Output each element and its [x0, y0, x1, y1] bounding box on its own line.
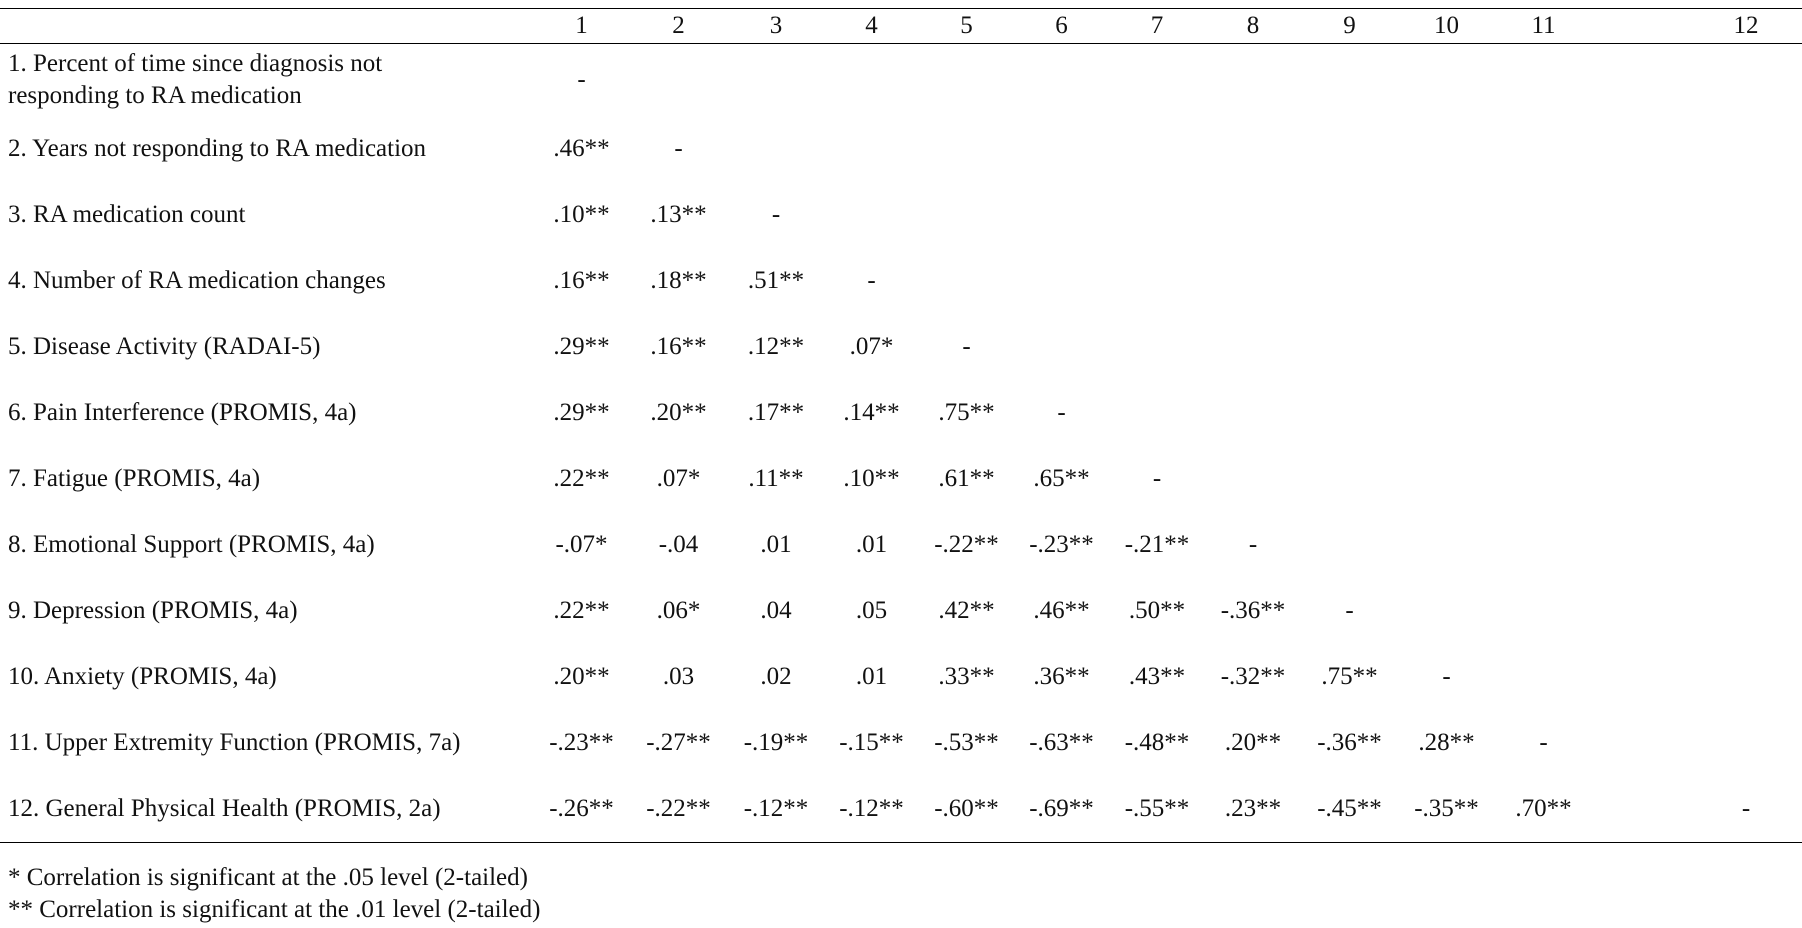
correlation-cell: -.48**	[1124, 729, 1190, 756]
empty-cell	[1495, 644, 1592, 710]
correlation-cell: -.35**	[1398, 776, 1495, 843]
empty-cell	[1014, 44, 1109, 117]
correlation-cell: .29**	[553, 399, 610, 426]
empty-cell	[1592, 512, 1802, 578]
correlation-cell: -.04	[658, 531, 699, 558]
footnote-significance-05: * Correlation is significant at the .05 level (2-tailed)	[8, 864, 528, 891]
correlation-cell: -	[1152, 465, 1162, 492]
correlation-cell: -	[577, 66, 586, 93]
empty-cell	[1398, 116, 1495, 182]
correlation-cell: -.45**	[1301, 776, 1398, 843]
correlation-cell: .20**	[1224, 729, 1282, 756]
correlation-cell: .51**	[747, 267, 805, 294]
empty-cell	[1592, 710, 1802, 776]
correlation-cell: -.26**	[534, 776, 629, 843]
empty-cell	[1495, 446, 1592, 512]
correlation-cell: .07*	[849, 333, 894, 360]
correlation-cell: .06*	[656, 597, 701, 624]
table-row	[0, 116, 1802, 182]
header-corner	[0, 9, 534, 44]
correlation-cell: .18**	[650, 267, 707, 294]
correlation-cell: -.22**	[934, 531, 999, 558]
correlation-cell: .01	[855, 531, 888, 558]
column-header: 5	[919, 9, 1014, 44]
empty-cell	[1495, 578, 1592, 644]
correlation-cell: -	[1442, 663, 1451, 690]
row-label: 1. Percent of time since diagnosis not responding to RA medication	[8, 50, 383, 109]
empty-cell	[1205, 248, 1301, 314]
correlation-cell: .16**	[650, 333, 707, 360]
correlation-cell: .01	[760, 531, 792, 558]
row-label: 10. Anxiety (PROMIS, 4a)	[8, 663, 277, 690]
row-label: 3. RA medication count	[8, 201, 246, 228]
empty-cell	[1592, 182, 1802, 248]
correlation-cell: .65**	[1033, 465, 1090, 492]
correlation-cell: .11**	[748, 465, 804, 492]
correlation-cell: .13**	[650, 201, 707, 228]
correlation-cell: -	[1057, 399, 1066, 426]
correlation-cell: .07*	[656, 465, 701, 492]
column-header: 2	[629, 9, 728, 44]
empty-cell	[919, 116, 1014, 182]
table-row	[0, 512, 1802, 578]
empty-cell	[1592, 644, 1802, 710]
empty-cell	[1398, 578, 1495, 644]
correlation-cell: .10**	[553, 201, 610, 228]
table-row	[0, 182, 1802, 248]
correlation-cell: -.23**	[1029, 531, 1094, 558]
empty-cell	[1205, 380, 1301, 446]
empty-cell	[1301, 314, 1398, 380]
empty-cell	[1398, 512, 1495, 578]
correlation-cell: .02	[760, 663, 792, 690]
empty-cell	[1398, 44, 1495, 117]
column-header: 3	[728, 9, 824, 44]
empty-cell	[1109, 248, 1205, 314]
empty-cell	[1109, 116, 1205, 182]
row-label: 9. Depression (PROMIS, 4a)	[8, 597, 298, 624]
correlation-cell: .17**	[747, 399, 805, 426]
table-row	[0, 380, 1802, 446]
correlation-cell: .46**	[1033, 597, 1090, 624]
empty-cell	[1014, 116, 1109, 182]
table-row	[0, 644, 1802, 710]
empty-cell	[1398, 182, 1495, 248]
table-row	[0, 446, 1802, 512]
correlation-cell: .04	[760, 597, 792, 624]
empty-cell	[1495, 248, 1592, 314]
empty-cell	[1014, 248, 1109, 314]
empty-cell	[1495, 44, 1592, 117]
correlation-cell: -.12**	[824, 776, 919, 843]
row-label: 2. Years not responding to RA medication	[8, 135, 427, 162]
empty-cell	[1301, 116, 1398, 182]
row-label: 6. Pain Interference (PROMIS, 4a)	[8, 399, 357, 426]
correlation-cell: -.63**	[1029, 729, 1094, 756]
empty-cell	[1205, 182, 1301, 248]
empty-cell	[824, 116, 919, 182]
correlation-cell: .50**	[1128, 597, 1186, 624]
correlation-cell: -.22**	[629, 776, 728, 843]
correlation-cell: -.69**	[1014, 776, 1109, 843]
row-label: 7. Fatigue (PROMIS, 4a)	[8, 465, 261, 492]
correlation-cell: -.36**	[1220, 597, 1286, 624]
table-row	[0, 710, 1802, 776]
table-row	[0, 248, 1802, 314]
column-header: 8	[1205, 9, 1301, 44]
empty-cell	[728, 44, 824, 117]
correlation-cell: -.19**	[743, 729, 809, 756]
correlation-cell: .01	[855, 663, 888, 690]
column-header: 11	[1495, 9, 1592, 44]
row-label: 4. Number of RA medication changes	[8, 267, 386, 294]
correlation-cell: -.36**	[1317, 729, 1382, 756]
correlation-cell: -	[1592, 776, 1802, 843]
table-row	[0, 776, 1802, 843]
header-row	[0, 9, 1802, 44]
correlation-cell: .05	[855, 597, 888, 624]
correlation-cell: .36**	[1033, 663, 1090, 690]
correlation-cell: -	[771, 201, 781, 228]
table-row	[0, 314, 1802, 380]
correlation-cell: .43**	[1128, 663, 1186, 690]
column-header: 7	[1109, 9, 1205, 44]
empty-cell	[1495, 512, 1592, 578]
column-header: 9	[1301, 9, 1398, 44]
empty-cell	[1109, 314, 1205, 380]
correlation-cell: .29**	[553, 333, 610, 360]
empty-cell	[1398, 380, 1495, 446]
empty-cell	[1301, 248, 1398, 314]
correlation-cell: .14**	[843, 399, 900, 426]
footnote-significance-01: ** Correlation is significant at the .01 level (2-tailed)	[8, 896, 541, 923]
correlation-cell: .33**	[938, 663, 995, 690]
column-header: 4	[824, 9, 919, 44]
empty-cell	[1301, 446, 1398, 512]
correlation-cell: .22**	[553, 465, 610, 492]
table-body	[0, 44, 1802, 843]
correlation-cell: -.23**	[549, 729, 614, 756]
correlation-cell: .46**	[553, 135, 610, 162]
correlation-cell: -	[1539, 729, 1548, 756]
correlation-cell: -	[1345, 597, 1354, 624]
empty-cell	[1592, 314, 1802, 380]
empty-cell	[1301, 44, 1398, 117]
correlation-cell: -.12**	[728, 776, 824, 843]
correlation-cell: -.55**	[1109, 776, 1205, 843]
correlation-cell: -.53**	[934, 729, 999, 756]
empty-cell	[1109, 182, 1205, 248]
empty-cell	[1495, 314, 1592, 380]
empty-cell	[1301, 182, 1398, 248]
correlation-cell: -.60**	[919, 776, 1014, 843]
correlation-table	[0, 8, 1802, 843]
empty-cell	[1205, 446, 1301, 512]
correlation-cell: -.32**	[1220, 663, 1286, 690]
correlation-cell: -.15**	[839, 729, 904, 756]
correlation-cell: .75**	[938, 399, 995, 426]
row-label: 11. Upper Extremity Function (PROMIS, 7a)	[8, 729, 461, 756]
correlation-cell: .61**	[938, 465, 995, 492]
correlation-cell: .16**	[553, 267, 610, 294]
empty-cell	[1301, 380, 1398, 446]
empty-cell	[1398, 446, 1495, 512]
correlation-cell: .12**	[747, 333, 805, 360]
empty-cell	[728, 116, 824, 182]
empty-cell	[1592, 578, 1802, 644]
empty-cell	[1205, 116, 1301, 182]
row-label: 5. Disease Activity (RADAI-5)	[8, 333, 321, 360]
correlation-cell: .10**	[843, 465, 900, 492]
correlation-cell: -.27**	[646, 729, 711, 756]
column-header: 12	[1592, 9, 1802, 44]
empty-cell	[1014, 182, 1109, 248]
correlation-cell: -.21**	[1124, 531, 1190, 558]
empty-cell	[1495, 182, 1592, 248]
empty-cell	[1592, 248, 1802, 314]
correlation-cell: .75**	[1321, 663, 1378, 690]
empty-cell	[1495, 380, 1592, 446]
correlation-cell: .42**	[938, 597, 995, 624]
correlation-cell: .03	[662, 663, 695, 690]
correlation-cell: -.07*	[555, 531, 608, 558]
empty-cell	[629, 44, 728, 117]
column-header: 10	[1398, 9, 1495, 44]
correlation-cell: .23**	[1205, 776, 1301, 843]
empty-cell	[1398, 248, 1495, 314]
empty-cell	[919, 182, 1014, 248]
correlation-cell: .20**	[553, 663, 610, 690]
correlation-cell: -	[1248, 531, 1258, 558]
empty-cell	[824, 44, 919, 117]
empty-cell	[1014, 314, 1109, 380]
correlation-cell: .22**	[553, 597, 610, 624]
correlation-cell: .28**	[1418, 729, 1475, 756]
empty-cell	[1592, 380, 1802, 446]
table-row	[0, 44, 1802, 117]
correlation-cell: -	[962, 333, 971, 360]
empty-cell	[1205, 314, 1301, 380]
empty-cell	[1592, 116, 1802, 182]
empty-cell	[1109, 44, 1205, 117]
empty-cell	[1205, 44, 1301, 117]
empty-cell	[1592, 44, 1802, 117]
empty-cell	[1109, 380, 1205, 446]
table-notes	[8, 862, 540, 926]
correlation-cell: -	[674, 135, 683, 162]
correlation-cell: .70**	[1495, 776, 1592, 843]
column-header: 6	[1014, 9, 1109, 44]
row-label: 8. Emotional Support (PROMIS, 4a)	[8, 531, 375, 558]
correlation-cell: .20**	[650, 399, 707, 426]
table-row	[0, 578, 1802, 644]
row-label: 12. General Physical Health (PROMIS, 2a)	[0, 776, 534, 843]
empty-cell	[824, 182, 919, 248]
empty-cell	[1495, 116, 1592, 182]
empty-cell	[919, 248, 1014, 314]
empty-cell	[1301, 512, 1398, 578]
correlation-cell: -	[867, 267, 876, 294]
empty-cell	[919, 44, 1014, 117]
empty-cell	[1592, 446, 1802, 512]
column-header: 1	[534, 9, 629, 44]
empty-cell	[1398, 314, 1495, 380]
